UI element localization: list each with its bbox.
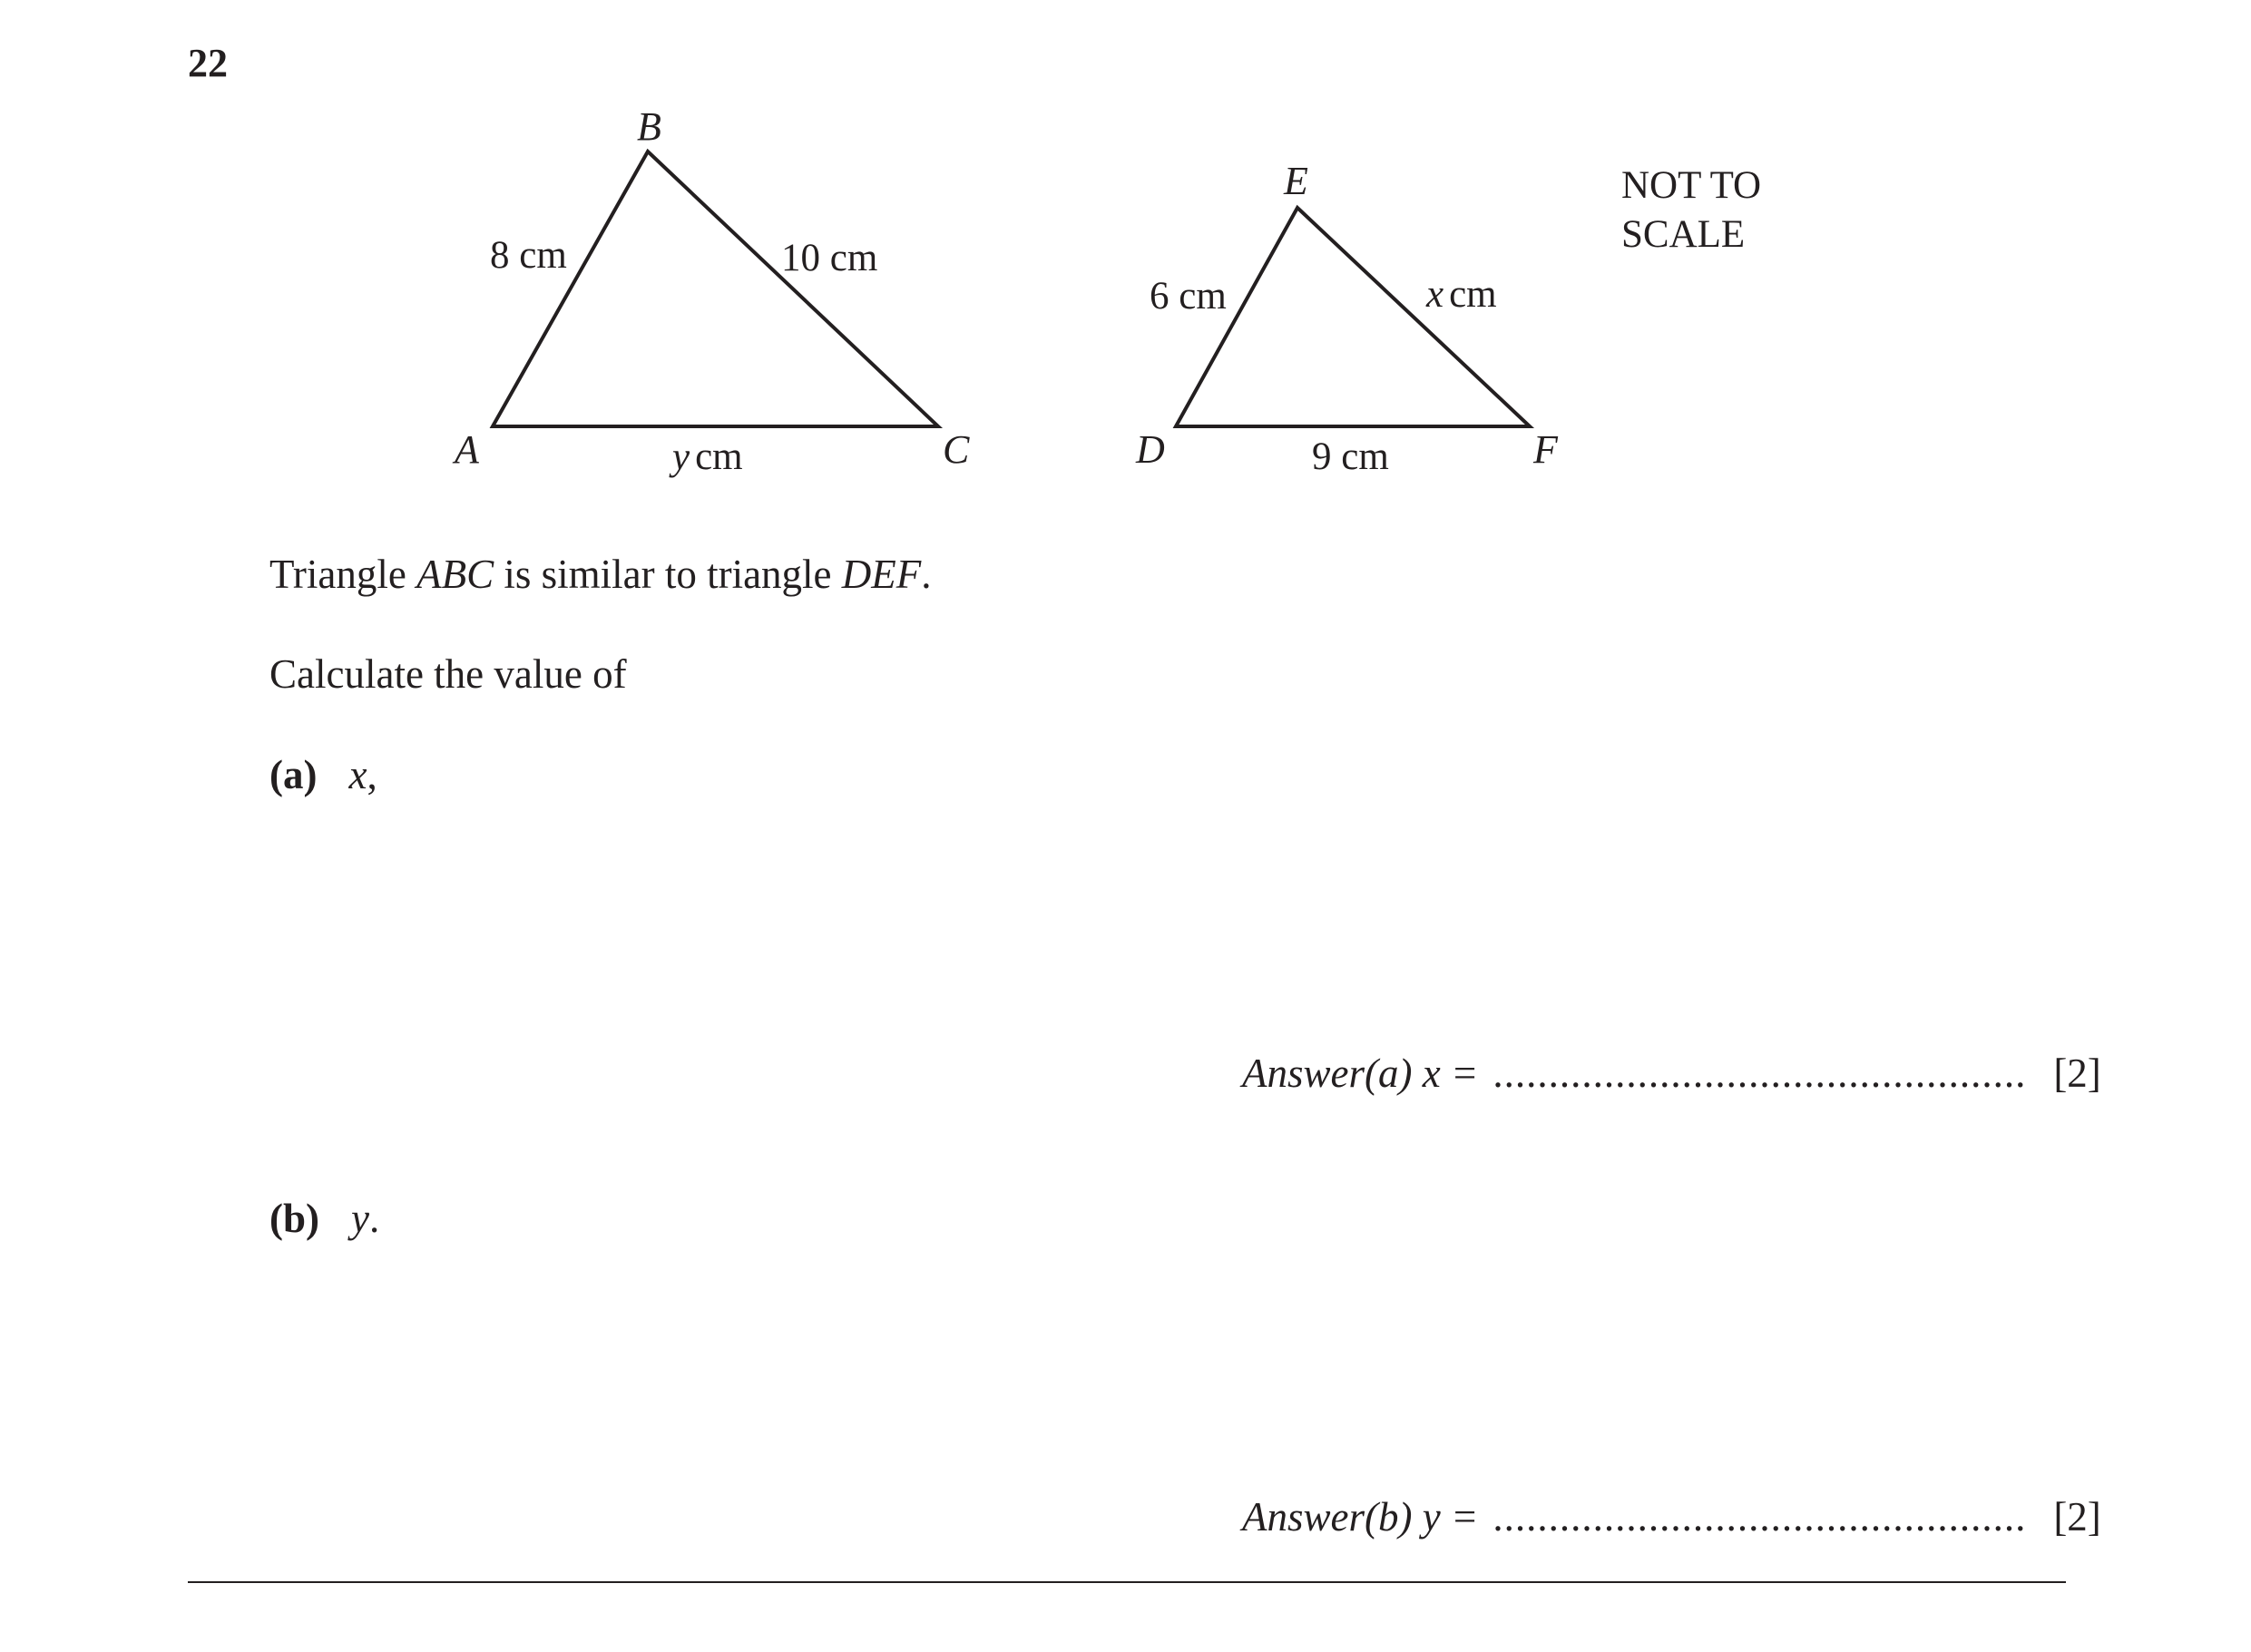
- answer-a-marks: [2]: [2053, 1051, 2101, 1096]
- statement-suffix: .: [921, 552, 932, 597]
- statement-prefix: Triangle: [269, 552, 417, 597]
- side-label-bc: 10 cm: [781, 237, 878, 279]
- vertex-label-a: A: [455, 427, 479, 472]
- statement-triangle-def: DEF: [841, 552, 922, 597]
- side-unit-cm: cm: [1449, 273, 1497, 316]
- side-label-de: 6 cm: [1150, 275, 1227, 318]
- question-number: 22: [188, 41, 228, 85]
- vertex-label-b: B: [637, 104, 661, 149]
- statement-triangle-abc: ABC: [416, 552, 494, 597]
- side-label-ac: [669, 435, 743, 478]
- part-b-punct: .: [368, 1196, 380, 1241]
- answer-a-line: [1242, 1050, 2101, 1097]
- similarity-statement: [269, 551, 932, 598]
- answer-a-field[interactable]: ................................................: [1493, 1051, 2027, 1096]
- part-a-punct: ,: [367, 752, 377, 797]
- similar-triangles-diagram: [0, 0, 2251, 544]
- triangle-abc: [493, 152, 938, 426]
- side-label-ab: 8 cm: [490, 234, 567, 277]
- answer-b-marks: [2]: [2053, 1494, 2101, 1540]
- triangle-def: [1176, 208, 1530, 426]
- answer-b-line: [1242, 1493, 2101, 1540]
- side-unit-cm: cm: [695, 435, 743, 478]
- side-var-x: x: [1426, 273, 1444, 316]
- part-b-label: (b): [269, 1196, 319, 1241]
- vertex-label-d: D: [1136, 427, 1165, 472]
- vertex-label-c: C: [943, 427, 970, 472]
- page-bottom-rule: [188, 1581, 2066, 1583]
- vertex-label-f: F: [1533, 427, 1558, 472]
- answer-b-label: Answer(b) y =: [1242, 1494, 1479, 1540]
- vertex-label-e: E: [1284, 159, 1308, 203]
- side-label-ef: [1425, 273, 1497, 316]
- side-var-y: y: [672, 435, 690, 478]
- part-a: [269, 751, 377, 798]
- part-b-variable: y: [351, 1196, 369, 1241]
- part-a-label: (a): [269, 752, 318, 797]
- not-to-scale-line2: SCALE: [1621, 213, 1746, 256]
- statement-middle: is similar to triangle: [494, 552, 842, 597]
- not-to-scale-line1: NOT TO: [1621, 164, 1762, 207]
- part-b: [269, 1195, 379, 1242]
- side-label-df: 9 cm: [1312, 435, 1389, 478]
- answer-b-field[interactable]: ................................................: [1493, 1494, 2027, 1540]
- instruction-text: Calculate the value of: [269, 651, 627, 697]
- answer-a-label: Answer(a) x =: [1242, 1051, 1479, 1096]
- part-a-variable: x: [348, 752, 367, 797]
